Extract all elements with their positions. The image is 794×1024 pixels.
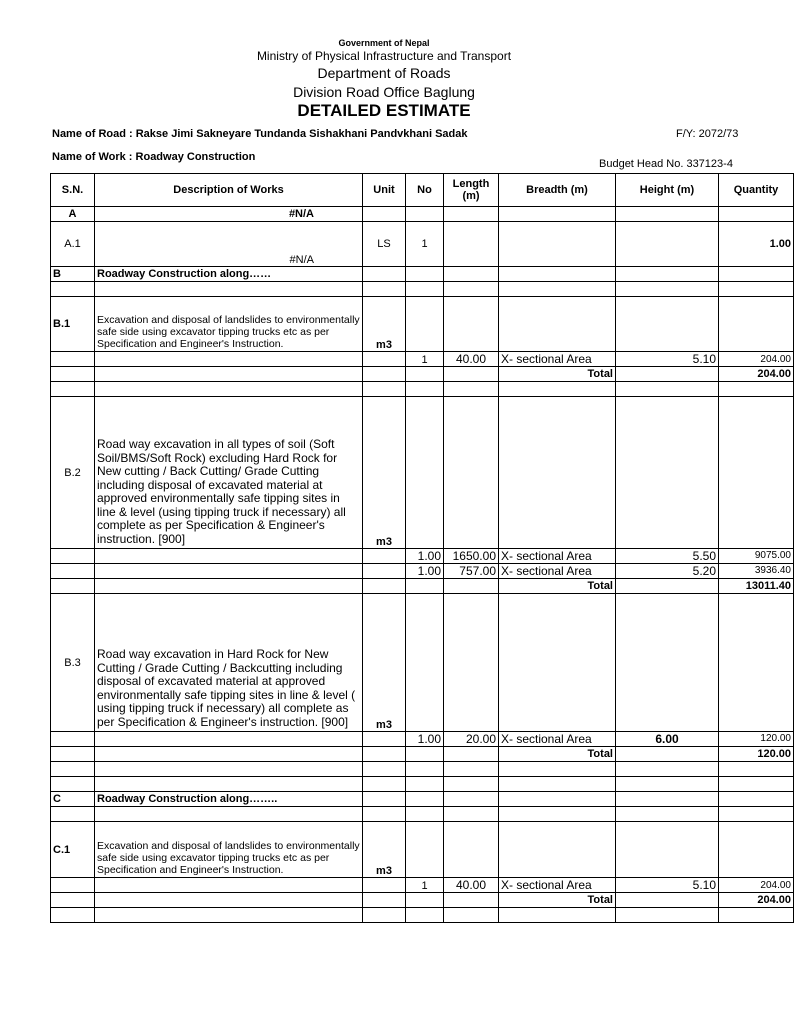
desc-cell: Roadway Construction along…….. bbox=[95, 792, 363, 807]
total-row bbox=[51, 893, 794, 908]
total-label: Total bbox=[499, 367, 616, 382]
table-row bbox=[51, 207, 794, 222]
fiscal-year: F/Y: 2072/73 bbox=[676, 128, 739, 140]
col-breadth-header: Breadth (m) bbox=[499, 174, 616, 207]
table-row bbox=[51, 792, 794, 807]
unit-cell: m3 bbox=[363, 297, 406, 352]
total-row bbox=[51, 747, 794, 762]
no-cell: 1 bbox=[406, 878, 444, 893]
col-height-header: Height (m) bbox=[616, 174, 719, 207]
sn-cell: B.3 bbox=[51, 594, 95, 732]
table-row bbox=[51, 222, 794, 267]
col-length-header: Length (m) bbox=[444, 174, 499, 207]
division-heading: Division Road Office Baglung bbox=[293, 84, 475, 100]
length-cell: 757.00 bbox=[444, 564, 499, 579]
table-row bbox=[51, 397, 794, 549]
desc-cell: Roadway Construction along…… bbox=[95, 267, 363, 282]
col-sn-header: S.N. bbox=[51, 174, 95, 207]
work-name: Name of Work : Roadway Construction bbox=[52, 151, 256, 163]
desc-cell: Excavation and disposal of landslides to environmentally safe side using excavator tipping trucks etc as per Specification and Engineer's Instruction. bbox=[95, 822, 363, 878]
qty-cell: 9075.00 bbox=[719, 549, 794, 564]
qty-cell: 3936.40 bbox=[719, 564, 794, 579]
length-cell: 40.00 bbox=[444, 878, 499, 893]
road-name: Name of Road : Rakse Jimi Sakneyare Tundanda Sishakhani Pandvkhani Sadak bbox=[52, 128, 468, 140]
no-cell: 1 bbox=[406, 222, 444, 267]
height-cell: 5.10 bbox=[616, 878, 719, 893]
total-value: 13011.40 bbox=[719, 579, 794, 594]
height-cell: 5.20 bbox=[616, 564, 719, 579]
desc-cell: Road way excavation in Hard Rock for New Cutting / Grade Cutting / Backcutting including disposal of excavated material at approved environmentally safe tipping sites in line & level ( using tipping truck if necessary) all complete as per Specification & Engineer's instruction. [900] bbox=[95, 594, 363, 732]
table-row bbox=[51, 594, 794, 732]
sn-cell: B.1 bbox=[51, 297, 95, 352]
desc-cell: #N/A bbox=[95, 207, 363, 222]
unit-cell: m3 bbox=[363, 594, 406, 732]
breadth-cell: X- sectional Area bbox=[499, 352, 616, 367]
sn-cell: B bbox=[51, 267, 95, 282]
page-title: DETAILED ESTIMATE bbox=[297, 101, 471, 120]
height-cell: 6.00 bbox=[616, 732, 719, 747]
qty-cell: 204.00 bbox=[719, 878, 794, 893]
total-value: 204.00 bbox=[719, 893, 794, 908]
ministry-heading: Ministry of Physical Infrastructure and Transport bbox=[256, 49, 512, 63]
height-cell: 5.50 bbox=[616, 549, 719, 564]
sn-cell: C bbox=[51, 792, 95, 807]
table-header-row bbox=[51, 174, 794, 207]
no-cell: 1.00 bbox=[406, 732, 444, 747]
unit-cell: m3 bbox=[363, 822, 406, 878]
estimate-table bbox=[50, 173, 794, 923]
col-no-header: No bbox=[406, 174, 444, 207]
no-cell: 1.00 bbox=[406, 564, 444, 579]
col-desc-header: Description of Works bbox=[95, 174, 363, 207]
col-qty-header: Quantity bbox=[719, 174, 794, 207]
table-row bbox=[51, 352, 794, 367]
length-cell: 20.00 bbox=[444, 732, 499, 747]
sn-cell: A.1 bbox=[51, 222, 95, 267]
col-unit-header: Unit bbox=[363, 174, 406, 207]
table-row bbox=[51, 878, 794, 893]
breadth-cell: X- sectional Area bbox=[499, 878, 616, 893]
total-label: Total bbox=[499, 893, 616, 908]
sn-cell: C.1 bbox=[51, 822, 95, 878]
breadth-cell: X- sectional Area bbox=[499, 549, 616, 564]
table-row bbox=[51, 564, 794, 579]
breadth-cell: X- sectional Area bbox=[499, 732, 616, 747]
desc-cell: #N/A bbox=[95, 222, 363, 267]
table-row bbox=[51, 822, 794, 878]
total-value: 120.00 bbox=[719, 747, 794, 762]
total-value: 204.00 bbox=[719, 367, 794, 382]
no-cell: 1 bbox=[406, 352, 444, 367]
unit-cell: m3 bbox=[363, 397, 406, 549]
table-row bbox=[51, 297, 794, 352]
total-label: Total bbox=[499, 579, 616, 594]
height-cell: 5.10 bbox=[616, 352, 719, 367]
government-heading: Government of Nepal bbox=[338, 38, 430, 48]
table-row bbox=[51, 732, 794, 747]
no-cell: 1.00 bbox=[406, 549, 444, 564]
desc-cell: Road way excavation in all types of soil (Soft Soil/BMS/Soft Rock) excluding Hard Rock for New cutting / Back Cutting/ Grade Cutting including disposal of excavated material at approved environmentally safe tipping sites in line & level (using tipping truck if necessary) all complete as per Specification & Engineer's instruction. [900] bbox=[95, 397, 363, 549]
length-cell: 40.00 bbox=[444, 352, 499, 367]
department-heading: Department of Roads bbox=[317, 65, 451, 81]
total-row bbox=[51, 367, 794, 382]
total-row bbox=[51, 579, 794, 594]
qty-cell: 1.00 bbox=[719, 222, 794, 267]
qty-cell: 204.00 bbox=[719, 352, 794, 367]
length-cell: 1650.00 bbox=[444, 549, 499, 564]
table-row bbox=[51, 549, 794, 564]
breadth-cell: X- sectional Area bbox=[499, 564, 616, 579]
desc-cell: Excavation and disposal of landslides to environmentally safe side using excavator tipping trucks etc as per Specification and Engineer's Instruction. bbox=[95, 297, 363, 352]
budget-head: Budget Head No. 337123-4 bbox=[599, 158, 733, 170]
sn-cell: A bbox=[51, 207, 95, 222]
qty-cell: 120.00 bbox=[719, 732, 794, 747]
total-label: Total bbox=[499, 747, 616, 762]
sn-cell: B.2 bbox=[51, 397, 95, 549]
table-row bbox=[51, 267, 794, 282]
unit-cell: LS bbox=[363, 222, 406, 267]
